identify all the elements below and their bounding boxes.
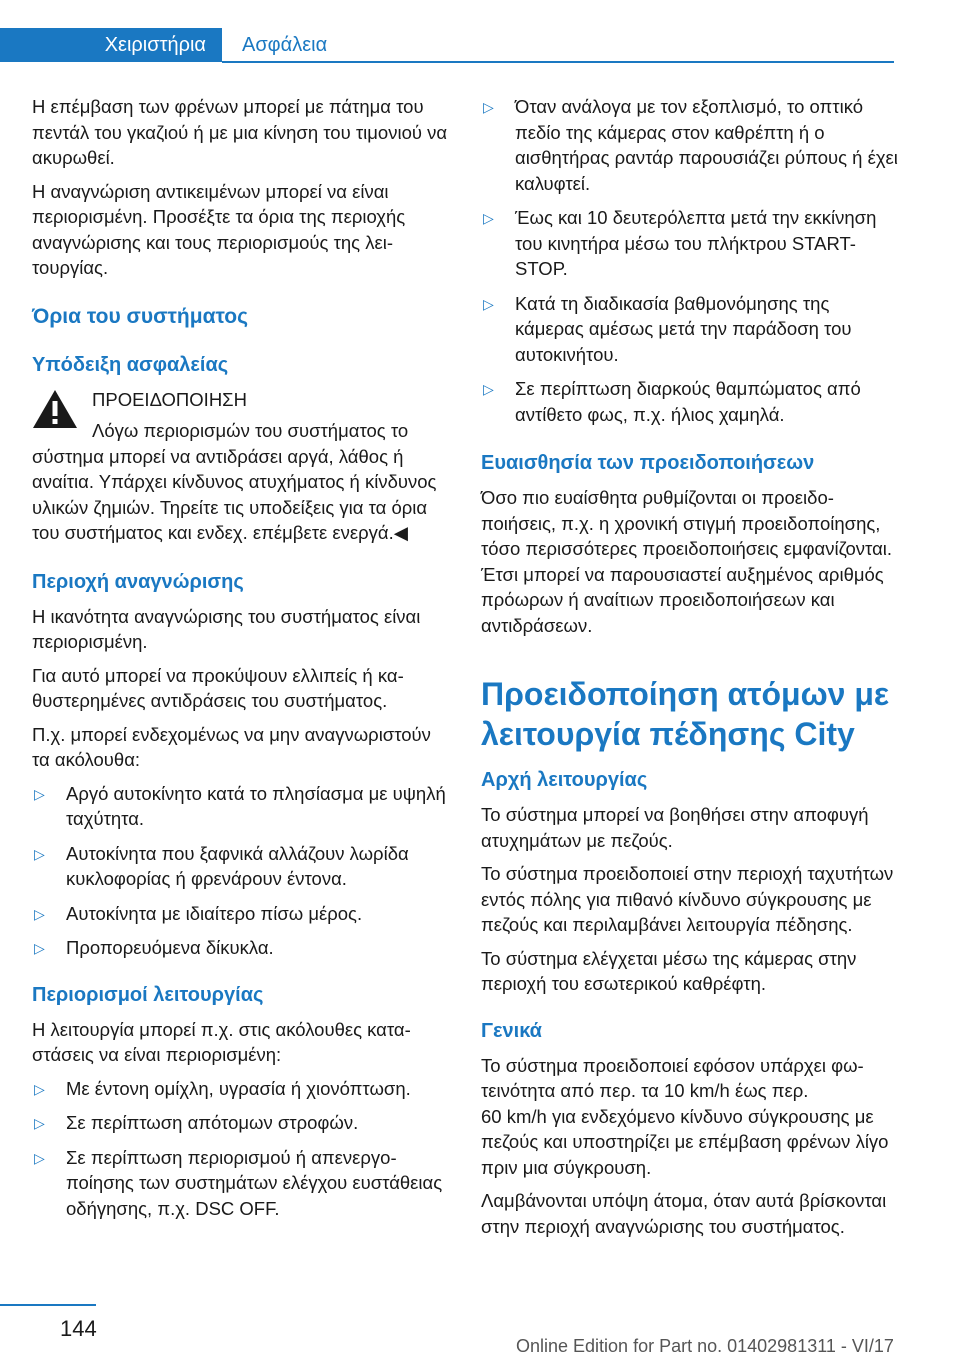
list-item: ▷ Έως και 10 δευτερόλεπτα μετά την εκκίνηση του κινητήρα μέσω του πλήκτρου START-STOP. [483,207,877,279]
bullet-triangle-icon: ▷ [483,99,494,115]
paragraph: Λαμβάνονται υπόψη άτομα, όταν αυτά βρίσκονται στην περιοχή αναγνώρισης του συστήματος. [481,1190,887,1237]
heading-general: Γενικά [481,1019,542,1042]
edition-footer: Online Edition for Part no. 01402981311 - VI/17 [516,1336,894,1356]
right-column [481,94,901,1247]
paragraph: Το σύστημα ελέγχεται μέσω της κάμερας στην περιοχή του εσωτερικού καθρέφτη. [481,947,857,994]
header-divider [222,61,894,63]
bullet-triangle-icon: ▷ [34,785,45,802]
warning-title: ΠΡΟΕΙΔΟΠΟΙΗΣΗ [92,388,247,410]
bullet-triangle-icon: ▷ [34,940,45,956]
bullet-list [481,94,901,427]
heading-detection-area: Περιοχή αναγνώρισης [32,570,244,593]
list-item: ▷ Αυτοκίνητα που ξαφνικά αλλάζουν λωρίδα κυκλοφορίας ή φρενάρουν έντονα. [34,842,409,889]
left-column [32,94,448,1230]
list-item: ▷ Αργό αυτοκίνητο κατά το πλησίασμα με υψηλή ταχύτητα. [34,782,446,829]
warning-text: Λόγω περιορισμών του συστήματος το [92,420,409,441]
paragraph: Το σύστημα μπορεί να βοηθήσει στην αποφυγή ατυχημάτων με πεζούς. [481,804,869,851]
bullet-list [32,1076,448,1222]
paragraph: Η λειτουργία μπορεί π.χ. στις ακόλουθες καταστάσεις να είναι περιορισμένη: [32,1018,411,1065]
heading-system-limits: Όρια του συστήματος [32,304,249,328]
paragraph: Όσο πιο ευαίσθητα ρυθμίζονται οι προειδοποιήσεις, π.χ. η χρονική στιγμή προειδοποίησης, τόσο περισσότερες προειδοποιήσεις εμφανίζονται. Έτσι μπορεί να παρουσιαστεί αυξημένος αριθμός πρόωρων ή αναίτιων προειδοποιήσεων και αντιδράσεων. [481,487,893,636]
page-number-bar [0,1304,96,1306]
bullet-triangle-icon: ▷ [483,295,494,312]
page-number: 144 [60,1316,97,1341]
list-item: ▷ Κατά τη διαδικασία βαθμονόμησης της κάμερας αμέσως μετά την παράδοση του αυτοκινήτου. [483,292,852,365]
list-item: ▷ Σε περίπτωση διαρκούς θαμπώματος από αντίθετο φως, π.χ. ήλιος χαμηλά. [483,378,861,425]
bullet-triangle-icon: ▷ [34,1080,45,1097]
list-item: ▷ Σε περίπτωση περιορισμού ή απενεργοποίησης των συστημάτων ελέγχου ευστάθειας οδήγησης, π.χ. DSC OFF. [34,1146,443,1219]
heading-safety-note: Υπόδειξη ασφαλείας [32,353,229,376]
list-item: ▷ Με έντονη ομίχλη, υγρασία ή χιονόπτωση. [32,1076,448,1102]
bullet-list [32,781,448,961]
list-item: ▷ Αυτοκίνητα με ιδιαίτερο πίσω μέρος. [32,901,448,927]
paragraph: 60 km/h για ενδεχόμενο κίνδυνο σύγκρουσης με πεζούς και υποστηρίζει με επέμβαση φρένων λίγο πριν μια σύγκρουση. [481,1105,889,1178]
warning-block [32,387,448,546]
bullet-triangle-icon: ▷ [34,845,45,862]
paragraph: Για αυτό μπορεί να προκύψουν ελλιπείς ή καθυστερημένες αντιδράσεις του συστήματος. [32,664,404,711]
bullet-triangle-icon: ▷ [34,1149,45,1166]
bullet-triangle-icon: ▷ [34,905,45,922]
list-item: ▷ Σε περίπτωση απότομων στροφών. [32,1110,448,1136]
tab-safety: Ασφάλεια [242,34,328,56]
paragraph: Η αναγνώριση αντικειμένων μπορεί να είναι περιορισμένη. Προσέξτε τα όρια της περιοχής αναγνώρισης και τους περιορισμούς της λειτουργίας. [32,180,406,278]
list-item: ▷ Όταν ανάλογα με τον εξοπλισμό, το οπτικό πεδίο της κάμερας στον καθρέπτη ή ο αισθητήρας ραντάρ παρουσιάζει ρύπους ή έχει καλυφτεί. [483,96,898,194]
paragraph: Π.χ. μπορεί ενδεχομένως να μην αναγνωριστούν τα ακόλουθα: [32,723,431,770]
list-item: ▷ Προπορευόμενα δίκυκλα. [32,935,448,961]
tab-controls [0,28,222,62]
bullet-triangle-icon: ▷ [34,1115,45,1131]
page-header [0,0,960,62]
bullet-triangle-icon: ▷ [483,210,494,226]
paragraph: Το σύστημα προειδοποιεί στην περιοχή ταχυτήτων εντός πόλης για πιθανό κίνδυνο σύγκρουσης με πεζούς και περιλαμβάνει λειτουργία πέδησης. [481,863,894,935]
warning-triangle-icon [32,389,78,429]
heading-person-warning: Προειδοποίηση ατόμων με λειτουργία πέδησης City [481,676,890,752]
paragraph: Η επέμβαση των φρένων μπορεί με πάτημα του πεντάλ του γκαζιού ή με μια κίνηση του τιμονιού να ακυρωθεί. [32,96,448,168]
tab-controls-label: Χειριστήρια [104,34,206,56]
paragraph: Η ικανότητα αναγνώρισης του συστήματος είναι περιορισμένη. [32,605,421,652]
warning-text: σύστημα μπορεί να αντιδράσει αργά, λάθος ή αναίτια. Υπάρχει κίνδυνος ατυχήματος ή κίνδυνος υλικών ζημιών. Τηρείτε τις υποδείξεις για τα όρια του συστήματος και ενδεχ. επέμβετε ενεργά.◀ [32,445,437,543]
heading-warning-sensitivity: Ευαισθησία των προειδοποιήσεων [481,452,815,474]
heading-operating-principle: Αρχή λειτουργίας [481,769,648,791]
paragraph: Το σύστημα προειδοποιεί εφόσον υπάρχει φωτεινότητα από περ. τα 10 km/h έως περ. [481,1054,864,1101]
heading-function-limits: Περιορισμοί λειτουργίας [32,983,264,1006]
bullet-triangle-icon: ▷ [483,381,494,397]
